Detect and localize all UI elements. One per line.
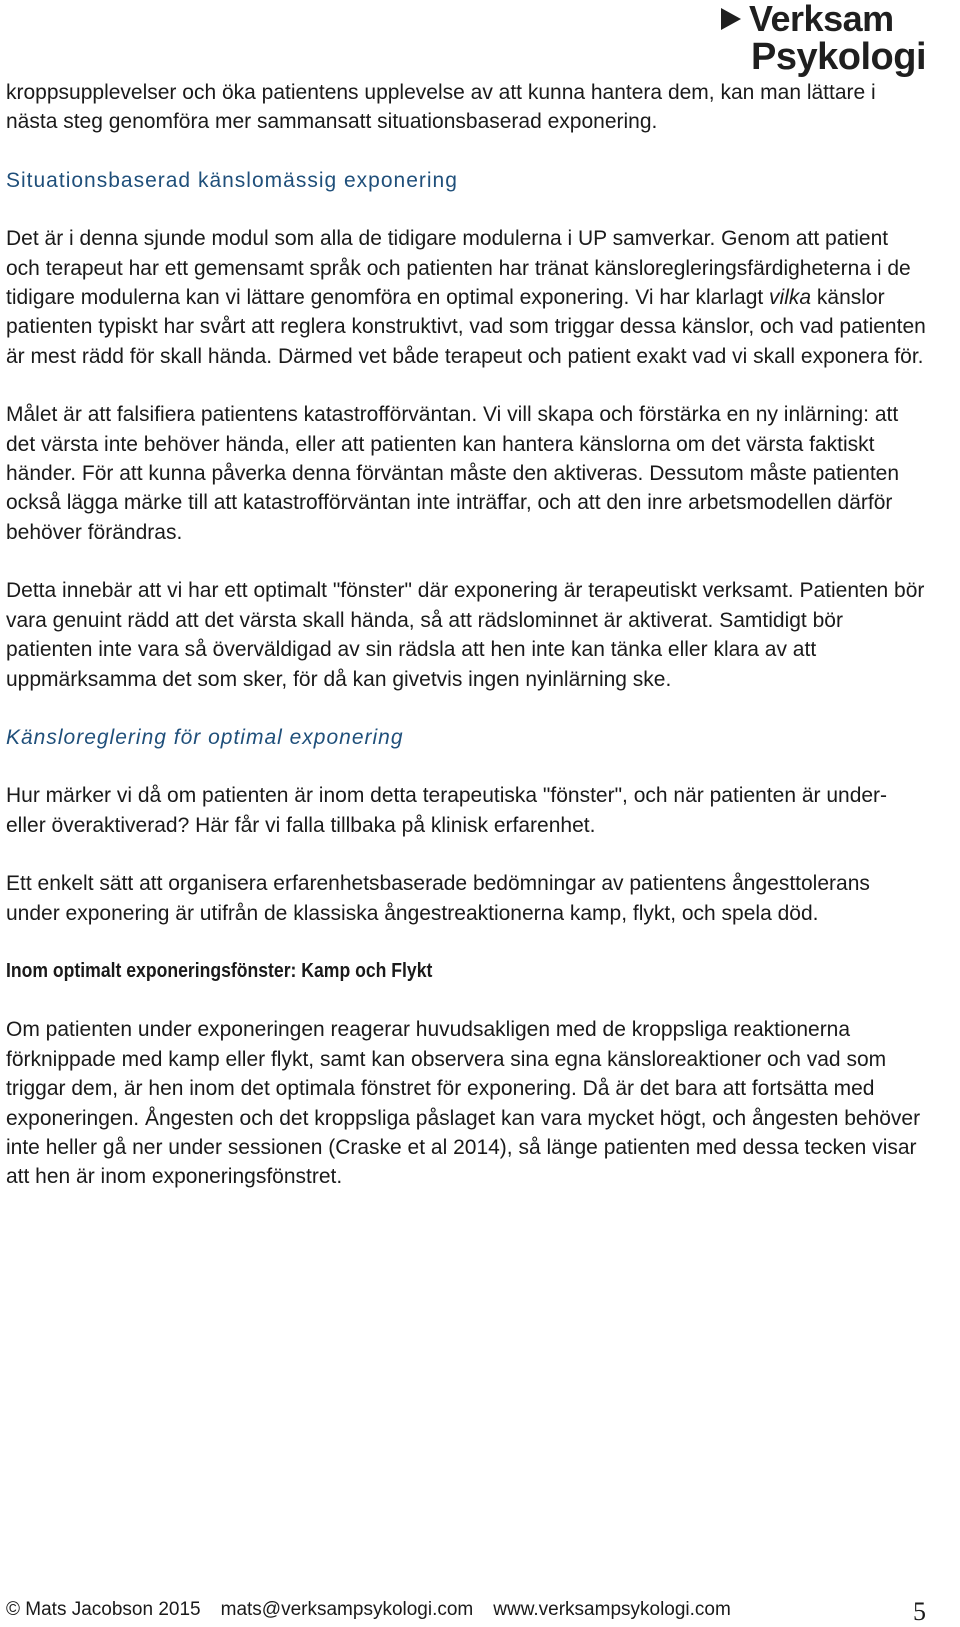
logo-text-verksam: Verksam bbox=[749, 0, 894, 39]
emphasis-vilka: vilka bbox=[769, 286, 812, 310]
footer-email-link[interactable]: mats@verksampsykologi.com bbox=[220, 1599, 474, 1620]
paragraph-kamp-flykt: Om patienten under exponeringen reagerar huvudsakligen med de kroppsliga reaktionerna förknippade med kamp eller flykt, samt kan observera sina egna känsloreaktioner och vad som triggar dem, är hen inom det optimala fönstret för exponering. Då är det bara att fortsätta med exponeringen. Ångesten och det kroppsliga påslaget kan vara mycket högt, och ångesten behöver inte heller gå ner under sessionen (Craske et al 2014), så länge patienten med dessa tecken visar att hen är inom exponeringsfönstret. bbox=[6, 1018, 921, 1189]
paragraph-text: Det är i denna sjunde modul som alla de tidigare modulerna i UP samverkar. Genom att patient och terapeut har ett gemensamt språk och patienten har tränat känsloregleringsfärdigheterna i de tidigare modulerna kan vi lättare genomföra en optimal exponering. Vi har klarlagt bbox=[6, 227, 911, 310]
paragraph-text: känslor patienten typiskt har svårt att reglera konstruktivt, vad som triggar dessa känslor, och vad patienten är mest rädd för skall hända. Därmed vet både terapeut och patient exakt vad vi skall exponera för. bbox=[6, 286, 926, 368]
page-number: 5 bbox=[913, 1597, 926, 1626]
verksam-psykologi-logo bbox=[721, 0, 926, 76]
paragraph-optimalt-fonster: Detta innebär att vi har ett optimalt "fönster" där exponering är terapeutiskt verksamt. Patienten bör vara genuint rädd att det värsta skall hända, så att rädslominnet är aktiverat. Samtidigt bör patienten inte vara så överväldigad av sin rädsla att hen inte kan tänka eller klara av att uppmärksamma det som sker, för då kan givetvis ingen nyinlärning ske. bbox=[6, 579, 925, 691]
page-footer bbox=[6, 1599, 940, 1621]
logo-line1 bbox=[721, 0, 926, 38]
footer-copyright: © Mats Jacobson 2015 bbox=[6, 1599, 201, 1620]
heading-kamp-och-flykt: Inom optimalt exponeringsfönster: Kamp och Flykt bbox=[6, 959, 433, 982]
paragraph-malet: Målet är att falsifiera patientens katastrofförväntan. Vi vill skapa och förstärka en ny inlärning: att det värsta inte behöver hända, eller att patienten kan hantera känslorna om det värsta faktiskt händer. För att kunna påverka denna förväntan måste den aktiveras. Dessutom måste patienten också lägga märke till att katastrofförväntan inte inträffar, och att den inre arbetsmodellen därför behöver förändras. bbox=[6, 403, 900, 544]
paragraph-intro: kroppsupplevelser och öka patientens upplevelse av att kunna hantera dem, kan man lättare i nästa steg genomföra mer sammansatt situationsbaserad exponering. bbox=[6, 81, 876, 134]
heading-situationsbaserad: Situationsbaserad känslomässig exponering bbox=[6, 168, 458, 192]
logo-text-psykologi: Psykologi bbox=[751, 36, 926, 78]
play-arrow-icon bbox=[721, 8, 741, 30]
paragraph-sjunde-modul bbox=[6, 224, 926, 371]
heading-kanslereglering: Känsloreglering för optimal exponering bbox=[6, 725, 404, 749]
main-content bbox=[6, 78, 926, 1221]
paragraph-enkelt-satt: Ett enkelt sätt att organisera erfarenhetsbaserade bedömningar av patientens ångesttolerans under exponering är utifrån de klassiska ångestreaktionerna kamp, flykt, och spela död. bbox=[6, 872, 870, 925]
footer-website-link[interactable]: www.verksampsykologi.com bbox=[493, 1599, 731, 1620]
paragraph-hur-marker: Hur märker vi då om patienten är inom detta terapeutiska "fönster", och när patienten är under- eller överaktiverad? Här får vi falla tillbaka på klinisk erfarenhet. bbox=[6, 784, 888, 837]
